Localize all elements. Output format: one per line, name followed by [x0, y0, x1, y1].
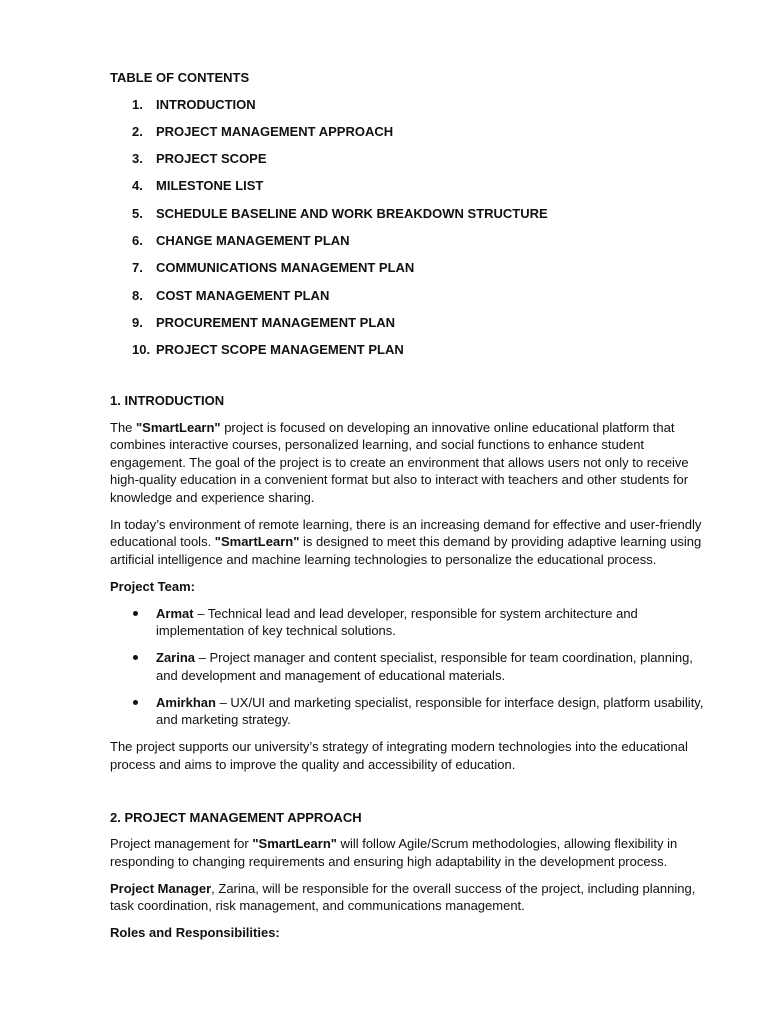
toc-item: [110, 96, 710, 123]
toc-number: 4.: [132, 178, 143, 194]
toc-number: 1.: [132, 96, 143, 112]
toc-number: 6.: [132, 232, 143, 248]
team-member-item: Zarina – Project manager and content specialist, responsible for team coordination, planning, and development and management of educational materials.: [110, 649, 710, 684]
toc-label: COMMUNICATIONS MANAGEMENT PLAN: [156, 260, 415, 276]
roles-label: Roles and Responsibilities:: [110, 925, 280, 941]
approach-paragraph: Project management for "SmartLearn" will follow Agile/Scrum methodologies, allowing flexibility in responding to changing requirements and ensuring high adaptability in the development process.: [110, 836, 678, 869]
project-team-label: Project Team:: [110, 578, 196, 594]
toc-item: [110, 314, 710, 341]
team-member-item: Armat – Technical lead and lead developer, responsible for system architecture and implementation of key technical solutions.: [110, 605, 710, 640]
toc-item: [110, 287, 710, 314]
toc-item: [110, 259, 710, 286]
document-page: [110, 69, 710, 951]
intro-paragraph: The project supports our university’s strategy of integrating modern technologies into the educational process and aims to improve the quality and accessibility of education.: [110, 739, 688, 772]
section-heading-approach: 2. PROJECT MANAGEMENT APPROACH: [110, 809, 362, 825]
intro-paragraph: In today’s environment of remote learning, there is an increasing demand for effective and user-friendly educational tools. "SmartLearn" is designed to meet this demand by providing adaptive learning using artificial intelligence and machine learning technologies to personalize the educational process.: [110, 516, 702, 567]
toc-number: 10.: [132, 342, 151, 358]
approach-paragraph: Project Manager, Zarina, will be responsible for the overall success of the project, including planning, task coordination, risk management, and communications management.: [110, 880, 696, 914]
toc-title: TABLE OF CONTENTS: [110, 70, 250, 85]
toc-item: [110, 177, 710, 204]
toc-label: CHANGE MANAGEMENT PLAN: [156, 232, 350, 248]
toc-item: [110, 123, 710, 150]
toc-label: PROJECT MANAGEMENT APPROACH: [156, 123, 394, 139]
toc-label: SCHEDULE BASELINE AND WORK BREAKDOWN STRUCTURE: [156, 205, 548, 221]
toc-item: [110, 205, 710, 232]
toc-number: 8.: [132, 287, 143, 303]
toc-label: COST MANAGEMENT PLAN: [156, 287, 330, 303]
toc-list: [110, 96, 710, 369]
toc-item: [110, 232, 710, 259]
team-list: [110, 605, 710, 729]
toc-item: [110, 341, 710, 368]
bullet-icon: [110, 649, 156, 684]
toc-label: PROJECT SCOPE MANAGEMENT PLAN: [156, 342, 404, 358]
toc-label: PROCUREMENT MANAGEMENT PLAN: [156, 314, 396, 330]
bullet-icon: [110, 694, 156, 729]
toc-label: INTRODUCTION: [156, 96, 256, 112]
intro-paragraph: The "SmartLearn" project is focused on developing an innovative online educational platform that combines interactive courses, personalized learning, and social functions to enhance student engagement. The goal of the project is to create an environment that allows users not only to receive high-quality education in a convenient format but also to interact with teachers and other students for knowledge and experience sharing.: [110, 419, 689, 505]
toc-label: MILESTONE LIST: [156, 178, 264, 194]
toc-number: 9.: [132, 314, 143, 330]
toc-number: 2.: [132, 123, 143, 139]
toc-number: 7.: [132, 260, 143, 276]
toc-number: 5.: [132, 205, 143, 221]
bullet-icon: [110, 605, 156, 640]
toc-item: [110, 150, 710, 177]
toc-label: PROJECT SCOPE: [156, 151, 267, 167]
toc-number: 3.: [132, 151, 143, 167]
section-heading-introduction: 1. INTRODUCTION: [110, 393, 225, 409]
team-member-item: Amirkhan – UX/UI and marketing specialist, responsible for interface design, platform usability, and marketing strategy.: [110, 694, 710, 729]
